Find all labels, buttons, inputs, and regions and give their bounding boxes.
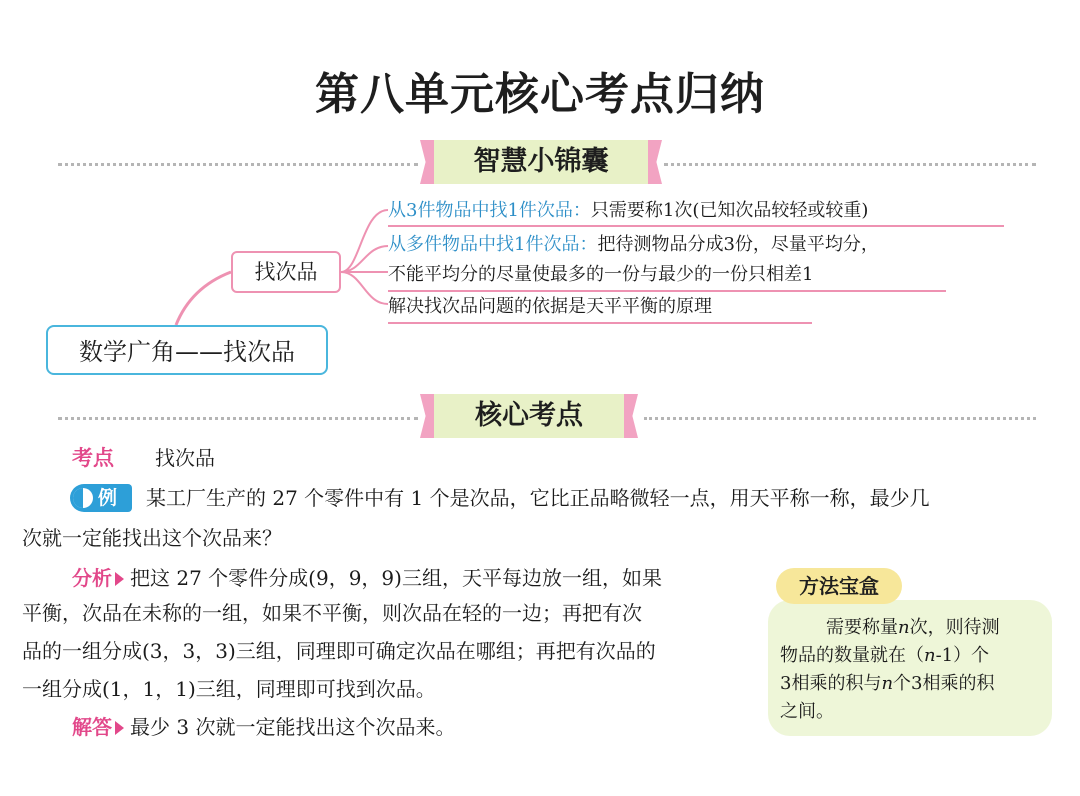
section-core-title: 核心考点 — [434, 394, 624, 438]
example-badge-label: 例 — [98, 487, 118, 509]
analysis-label: 分析 — [72, 566, 112, 590]
method-var: n — [881, 673, 894, 694]
method-line-3 — [780, 670, 995, 698]
example-badge — [70, 484, 132, 512]
answer-line — [72, 712, 455, 742]
leaf-2-heading: 从多件物品中找1件次品： — [388, 234, 598, 255]
method-text: 个3相乘的积 — [893, 673, 995, 694]
method-line-4: 之间。 — [780, 701, 834, 722]
triangle-right-icon — [115, 572, 124, 586]
answer-text: 最少 3 次就一定能找出这个次品来。 — [130, 715, 456, 739]
leaf-1-text: 只需要称1次(已知次品较轻或较重) — [590, 200, 869, 221]
mindmap-branch: 找次品 — [231, 251, 341, 293]
method-var: n — [898, 617, 910, 638]
half-circle-icon — [73, 488, 93, 508]
kaodian-label: 考点 — [72, 446, 114, 470]
section-tips-title: 智慧小锦囊 — [434, 140, 648, 184]
method-text: 次，则待测 — [909, 617, 1000, 638]
example-line-2: 次就一定能找出这个次品来？ — [22, 526, 282, 550]
branch-to-leaves-connector — [341, 210, 388, 304]
method-var: n — [924, 645, 936, 666]
analysis-line-1 — [72, 563, 662, 593]
method-title: 方法宝盒 — [776, 568, 902, 604]
root-to-branch-connector — [176, 272, 231, 325]
example-line-1: 某工厂生产的 27 个零件中有 1 个是次品，它比正品略微轻一点，用天平称一称，最少几 — [146, 486, 930, 510]
kaodian-text: 找次品 — [155, 446, 215, 470]
leaf-2-underline — [388, 290, 946, 292]
leaf-2-text: 把待测物品分成3份，尽量平均分， — [597, 234, 879, 255]
divider-left-2 — [58, 417, 418, 420]
mindmap-leaf-2 — [388, 232, 879, 258]
method-text: -1）个 — [935, 645, 990, 666]
method-text: 需要称量 — [826, 617, 898, 638]
method-text: 3相乘的积与 — [780, 673, 882, 694]
analysis-line-3: 品的一组分成(3，3，3)三组，同理即可确定次品在哪组；再把有次品的 — [22, 639, 656, 663]
leaf-1-heading: 从3件物品中找1件次品： — [388, 200, 591, 221]
mindmap-leaf-1 — [388, 198, 868, 224]
analysis-text-1: 把这 27 个零件分成(9，9，9)三组，天平每边放一组，如果 — [130, 566, 662, 590]
method-line-2 — [780, 642, 989, 670]
method-line-1 — [826, 614, 1000, 642]
mindmap-root: 数学广角——找次品 — [46, 325, 328, 375]
mindmap-leaf-3: 解决找次品问题的依据是天平平衡的原理 — [388, 296, 712, 317]
method-text: 物品的数量就在（ — [780, 645, 924, 666]
triangle-right-icon — [115, 721, 124, 735]
page-title: 第八单元核心考点归纳 — [315, 69, 765, 120]
leaf-1-underline — [388, 225, 1004, 227]
divider-right-2 — [644, 417, 1036, 420]
analysis-line-2: 平衡，次品在未称的一组，如果不平衡，则次品在轻的一边；再把有次 — [22, 601, 642, 625]
leaf-3-underline — [388, 322, 812, 324]
answer-label: 解答 — [72, 715, 112, 739]
mindmap-leaf-2-continued: 不能平均分的尽量使最多的一份与最少的一份只相差1 — [388, 264, 814, 285]
analysis-line-4: 一组分成(1，1，1)三组，同理即可找到次品。 — [22, 677, 436, 701]
